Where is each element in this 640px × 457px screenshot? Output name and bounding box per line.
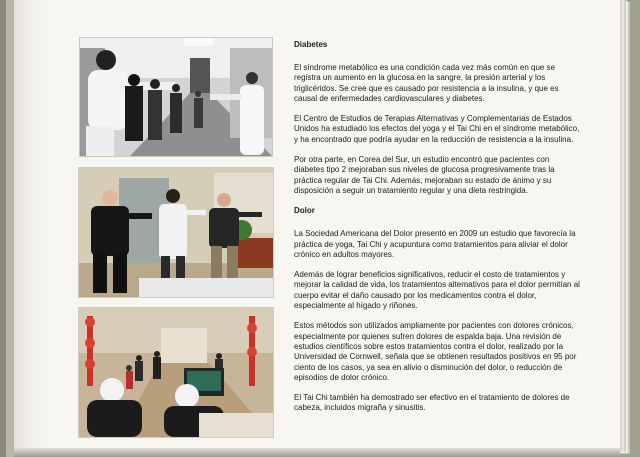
paragraph: Por otra parte, en Corea del Sur, un estudio encontró que pacientes con diabetes tipo 2 mejoraban sus niveles de glucosa progresivamente tras la práctica regular de Tai Chi. Además, mejoraban su estado de ánimo y su disposición a seguir un tratamiento regular y una dieta restringida. [294, 155, 555, 195]
paragraph: La Sociedad Americana del Dolor presentó en 2009 un estudio que favorecía la práctica de yoga, Tai Chi y acupuntura como tratamientos para aliviar el dolor crónico en adultos mayores. [294, 229, 576, 259]
article-text [294, 40, 580, 424]
paragraph: El Centro de Estudios de Terapias Alternativas y Complementarias de Estados Unidos ha estudiado los efectos del yoga y el Tai Chi en el síndrome metabólico, y ha encontrado que podría ayudar en la reducción de resistencia a la insulina. [294, 114, 580, 144]
page-gutter [14, 0, 52, 452]
paragraph: Además de lograr beneficios significativos, reducir el costo de tratamientos y mejorar la calidad de vida, los tratamientos alternativos para el dolor permitían al cuerpo evitar el daño causado por los medicamentos contra el dolor, especialmente al hígado y riñones. [294, 270, 580, 311]
paragraph: El síndrome metabólico es una condición cada vez más común en que se registra un aumento en la glucosa en la sangre, la presión arterial y los triglicéridos. Se cree que es causado por resistencia a la insulina, y que es causal de enfermedades cardiovasculares y diabetes. [294, 63, 559, 103]
nurses-ward-tai-chi-photo [79, 308, 273, 437]
paragraph: Estos métodos son utilizados ampliamente por pacientes con dolores crónicos, especialmente por quienes sufren dolores de espalda baja. Una revisión de estudios científicos sobre estos tratamientos contra el dolor, realizado por la Universidad de Cornwell, señala que se obtienen resultados positivos en 95 por ciento de los casos, ya sea en alivio o disminución del dolor, o reducción de episodios de dolor crónico. [294, 321, 577, 382]
page-stack-edge [14, 448, 620, 457]
hospital-corridor-tai-chi-photo [80, 38, 272, 156]
section-heading-dolor: Dolor [294, 206, 315, 216]
doctors-tai-chi-room-photo [79, 168, 273, 297]
section-heading-diabetes: Diabetes [294, 40, 328, 49]
paragraph: El Tai Chi también ha demostrado ser efectivo en el tratamiento de dolores de cabeza, incluidos migraña y sinusitis. [294, 393, 570, 413]
